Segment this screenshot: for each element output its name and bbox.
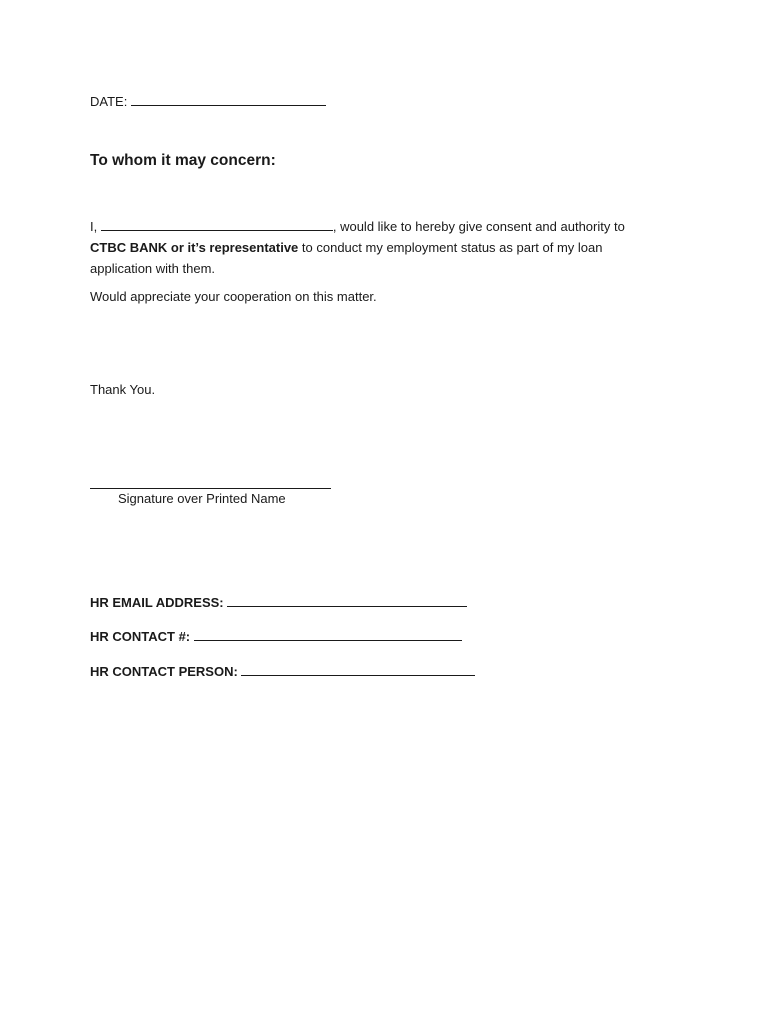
hr-person-blank xyxy=(241,663,475,676)
hr-contact-line xyxy=(90,627,462,647)
consent-line-3: application with them. xyxy=(90,261,216,276)
consent-line-1 xyxy=(90,216,660,237)
date-line xyxy=(90,92,326,112)
salutation: To whom it may concern: xyxy=(90,152,276,169)
hr-email-label: HR EMAIL ADDRESS: xyxy=(90,595,224,610)
consent-after-blank: , would like to hereby give consent and authority to xyxy=(332,219,625,234)
bank-name: CTBC BANK or it’s representative xyxy=(90,240,299,255)
hr-contact-label: HR CONTACT #: xyxy=(90,629,191,644)
closing-text: Thank You. xyxy=(90,382,156,397)
appreciation-text: Would appreciate your cooperation on this matter. xyxy=(90,289,377,304)
date-label: DATE: xyxy=(90,94,128,109)
date-blank xyxy=(131,93,326,106)
consent-paragraph xyxy=(90,216,660,279)
hr-person-line xyxy=(90,662,475,682)
consent-line-2 xyxy=(90,237,660,258)
hr-email-line xyxy=(90,593,467,613)
hr-person-label: HR CONTACT PERSON: xyxy=(90,664,238,679)
signature-caption: Signature over Printed Name xyxy=(118,491,286,506)
consent-after-bank: to conduct my employment status as part of my loan xyxy=(298,240,603,255)
hr-email-blank xyxy=(227,594,467,607)
consent-prefix: I, xyxy=(90,219,98,234)
name-blank xyxy=(101,218,333,231)
hr-contact-blank xyxy=(194,628,462,641)
